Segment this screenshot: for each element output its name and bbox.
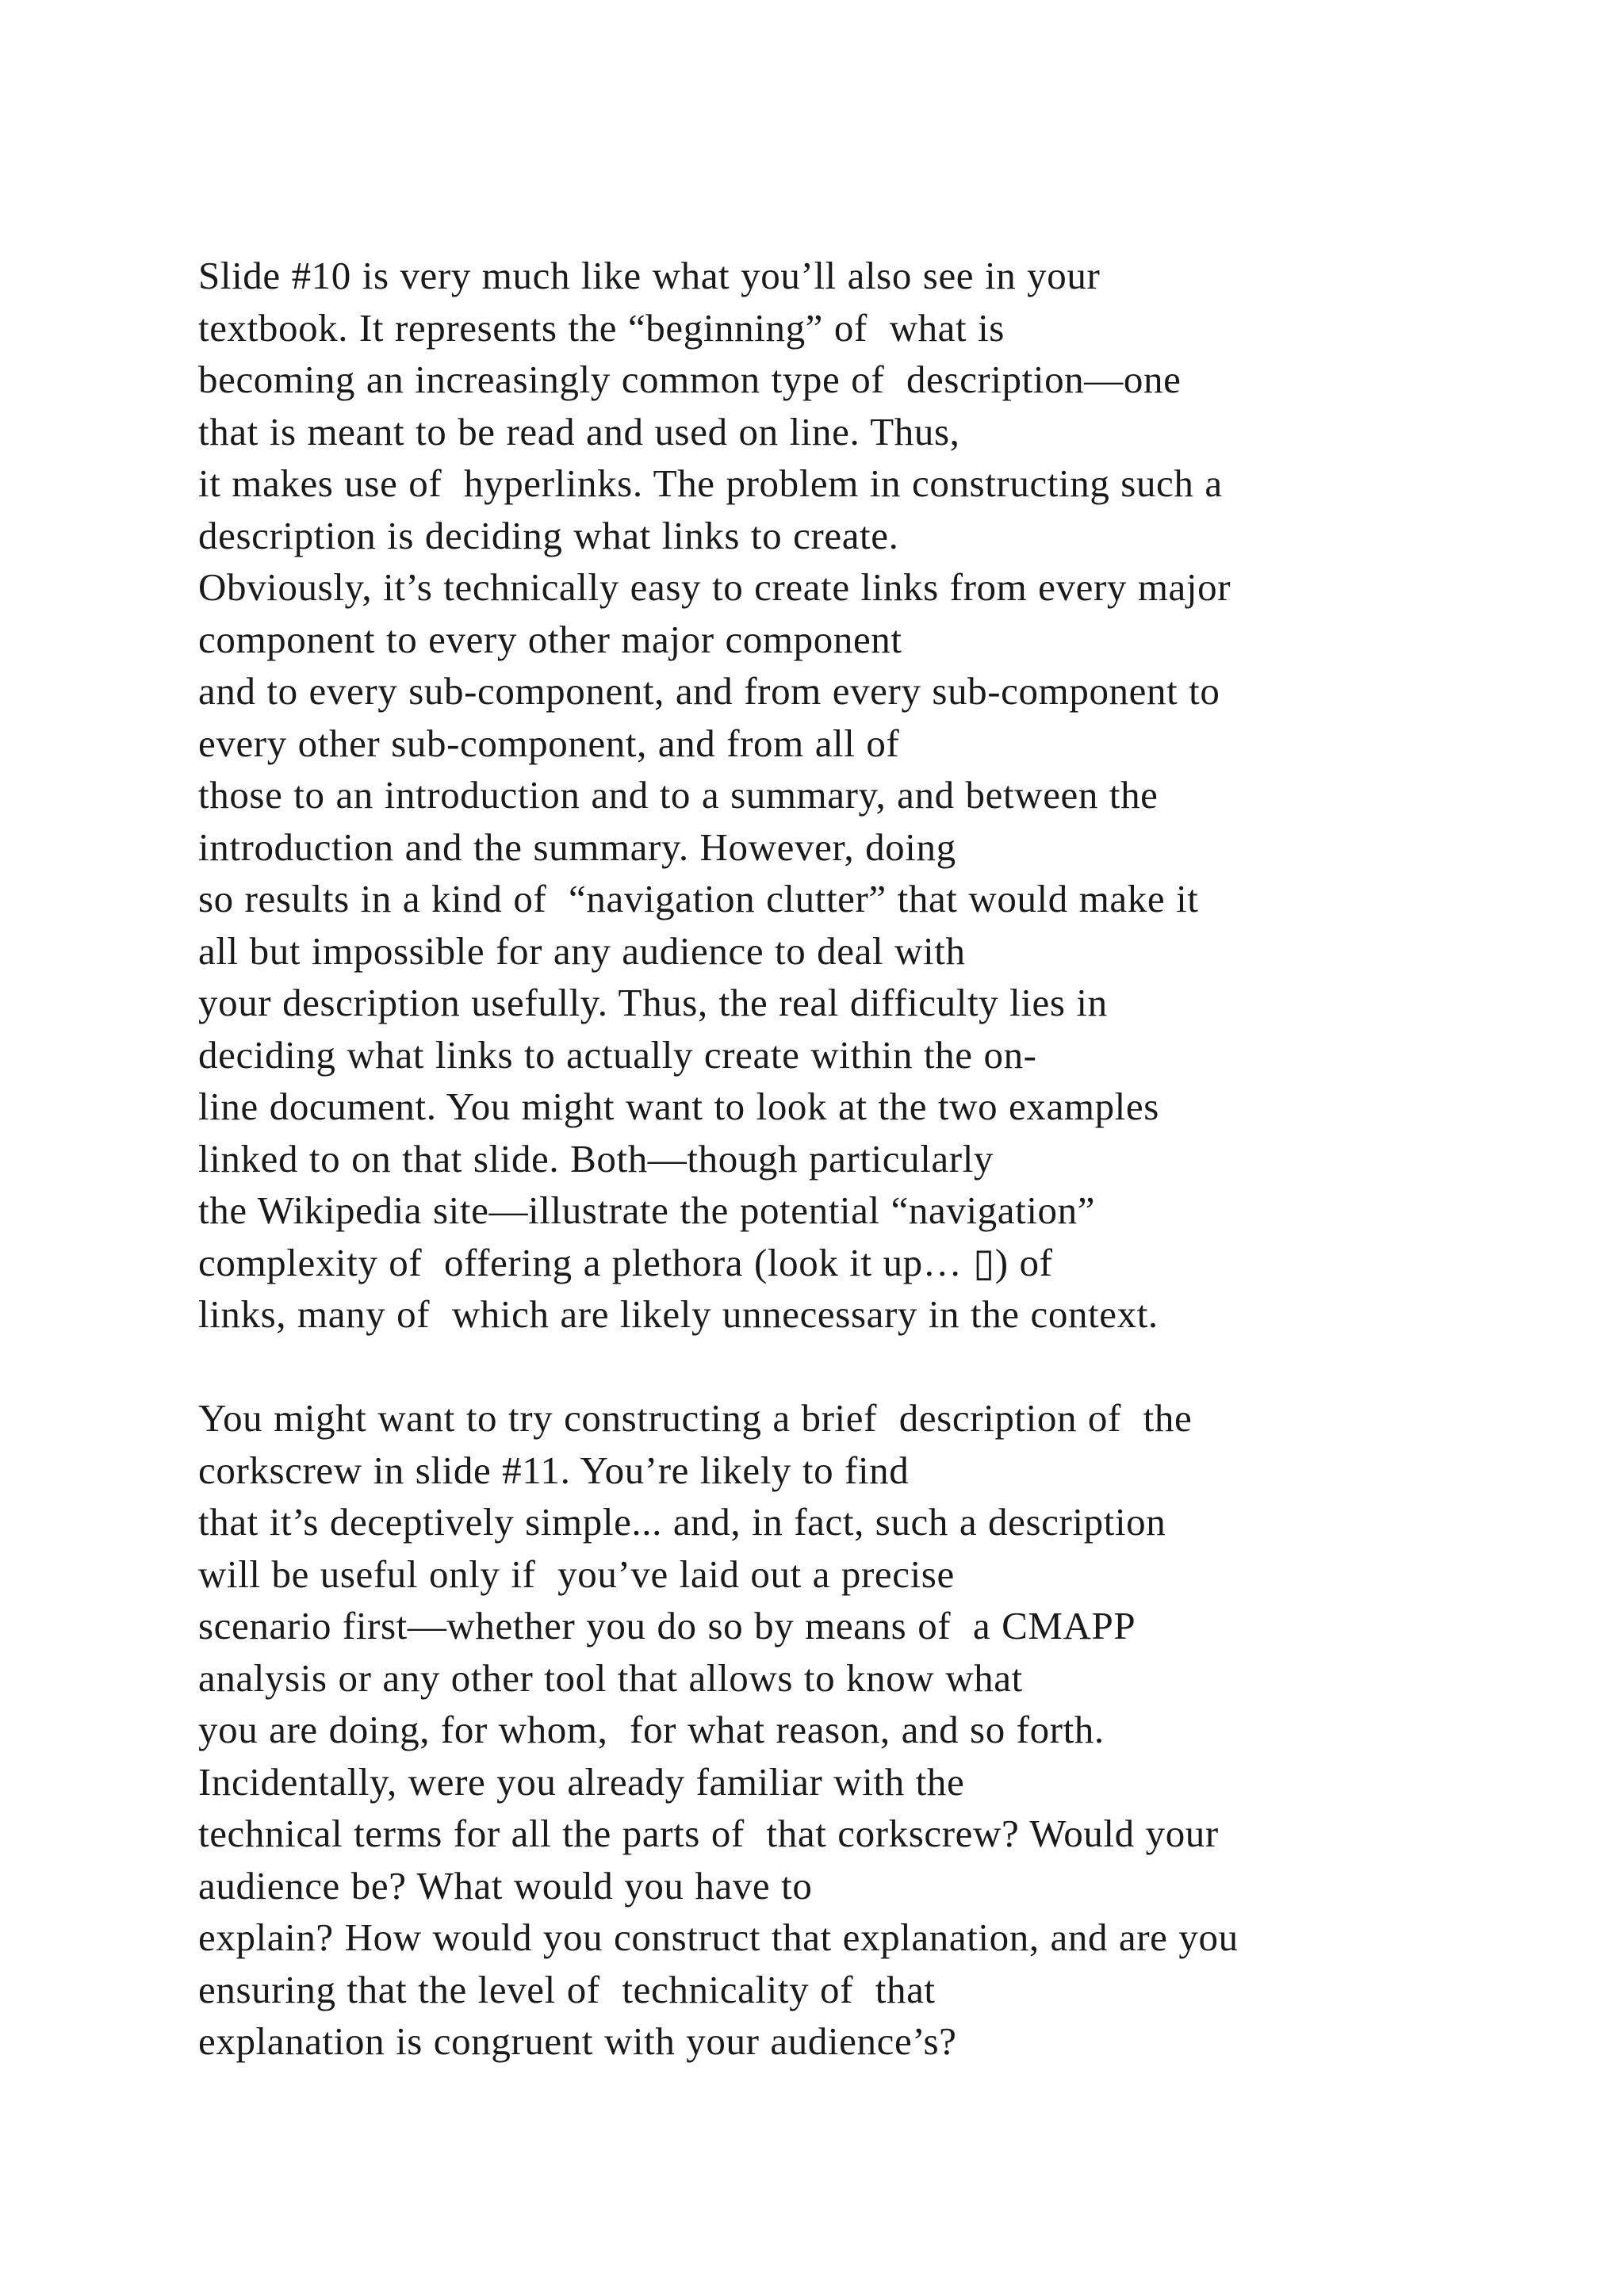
text-line: You might want to try constructing a brief description of the	[198, 1396, 1193, 1440]
document-body	[198, 250, 1546, 2068]
text-line: links, many of which are likely unnecessary in the context.	[198, 1292, 1159, 1336]
text-line: technical terms for all the parts of that corkscrew? Would your	[198, 1812, 1219, 1855]
text-line: linked to on that slide. Both—though particularly	[198, 1136, 994, 1181]
text-line: that is meant to be read and used on line. Thus,	[198, 409, 960, 453]
text-line: description is deciding what links to create.	[198, 513, 899, 557]
text-line: line document. You might want to look at the two examples	[198, 1085, 1159, 1128]
text-line: the Wikipedia site—illustrate the potential “navigation”	[198, 1188, 1096, 1232]
text-line: that it’s deceptively simple... and, in fact, such a description	[198, 1500, 1166, 1544]
paragraph-2	[198, 1392, 1546, 2068]
text-line: you are doing, for whom, for what reason, and so forth.	[198, 1708, 1105, 1751]
text-line: scenario first—whether you do so by means of a CMAPP	[198, 1604, 1136, 1647]
paragraph-spacer	[198, 1341, 1546, 1393]
text-line: explain? How would you construct that explanation, and are you	[198, 1915, 1239, 1959]
text-line: analysis or any other tool that allows to know what	[198, 1655, 1023, 1700]
text-line: Slide #10 is very much like what you’ll also see in your	[198, 254, 1101, 297]
text-line: introduction and the summary. However, doing	[198, 825, 956, 869]
text-line: textbook. It represents the “beginning” of what is	[198, 305, 1005, 350]
text-line: all but impossible for any audience to deal with	[198, 928, 966, 973]
text-line: Obviously, it’s technically easy to create links from every major	[198, 565, 1231, 609]
text-line: becoming an increasingly common type of description—one	[198, 358, 1182, 401]
text-line: so results in a kind of “navigation clutter” that would make it	[198, 877, 1199, 920]
text-line: it makes use of hyperlinks. The problem in constructing such a	[198, 461, 1223, 505]
text-line: audience be? What would you have to	[198, 1863, 813, 1908]
text-line: ensuring that the level of technicality of that	[198, 1967, 936, 2011]
text-line: component to every other major component	[198, 617, 902, 661]
paragraph-1	[198, 250, 1546, 1341]
text-line: deciding what links to actually create within the on-	[198, 1032, 1037, 1077]
text-line: every other sub-component, and from all of	[198, 721, 900, 765]
text-line: and to every sub-component, and from every sub-component to	[198, 669, 1220, 713]
text-line: those to an introduction and to a summary, and between the	[198, 773, 1159, 817]
text-line: complexity of offering a plethora (look it up… ▯) of	[198, 1240, 1053, 1284]
text-line: corkscrew in slide #11. You’re likely to find	[198, 1448, 910, 1492]
text-line: explanation is congruent with your audience’s?	[198, 2019, 957, 2063]
text-line: your description usefully. Thus, the real difficulty lies in	[198, 981, 1108, 1024]
text-line: Incidentally, were you already familiar with the	[198, 1759, 965, 1804]
text-line: will be useful only if you’ve laid out a precise	[198, 1552, 955, 1596]
